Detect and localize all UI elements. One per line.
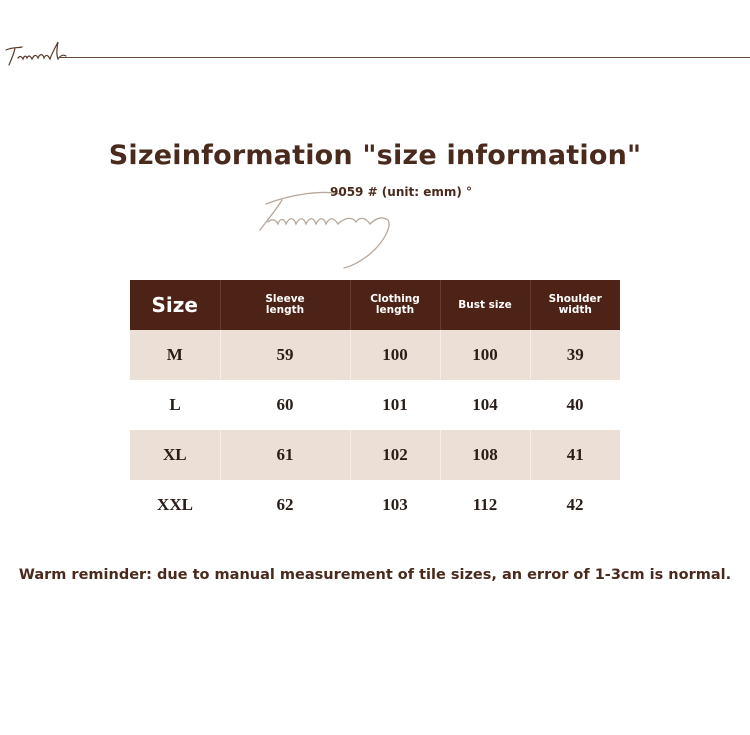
cell-clothing-length: 103 <box>382 495 408 514</box>
cell-size: L <box>169 395 181 414</box>
cell-shoulder-width: 42 <box>566 495 584 514</box>
table-row <box>130 430 620 480</box>
cell-bust-size: 104 <box>472 395 498 414</box>
cell-bust-size: 108 <box>440 430 530 480</box>
top-divider-line <box>60 57 750 58</box>
header-shoulder-width: Shoulder width <box>530 280 620 330</box>
cell-shoulder-width: 39 <box>530 330 620 380</box>
header-bust-size: Bust size <box>440 280 530 330</box>
cell-shoulder-width: 41 <box>530 430 620 480</box>
table-header-row <box>130 280 620 330</box>
cell-sleeve-length: 60 <box>276 395 294 414</box>
cell-size: M <box>130 330 220 380</box>
cell-sleeve-length: 62 <box>276 495 294 514</box>
cell-clothing-length: 102 <box>350 430 440 480</box>
cell-bust-size: 112 <box>472 495 498 514</box>
cell-sleeve-length: 59 <box>220 330 350 380</box>
header-size: Size <box>130 280 220 330</box>
table-row <box>130 380 620 430</box>
table-row <box>130 480 620 530</box>
header-clothing-length: Clothing length <box>350 280 440 330</box>
subtitle-unit: 9059 # (unit: emm) ° <box>330 185 473 199</box>
signature-logo <box>2 38 74 68</box>
size-table <box>130 280 620 530</box>
table-row <box>130 330 620 380</box>
cell-sleeve-length: 61 <box>220 430 350 480</box>
cell-size: XXL <box>157 495 193 514</box>
cell-shoulder-width: 40 <box>566 395 584 414</box>
cell-size: XL <box>130 430 220 480</box>
cell-clothing-length: 100 <box>350 330 440 380</box>
cell-bust-size: 100 <box>440 330 530 380</box>
header-sleeve-length: Sleeve length <box>220 280 350 330</box>
warm-reminder-note: Warm reminder: due to manual measurement of tile sizes, an error of 1-3cm is normal. <box>18 567 732 583</box>
cell-clothing-length: 101 <box>382 395 408 414</box>
page-title: Sizeinformation "size information" <box>108 140 642 171</box>
